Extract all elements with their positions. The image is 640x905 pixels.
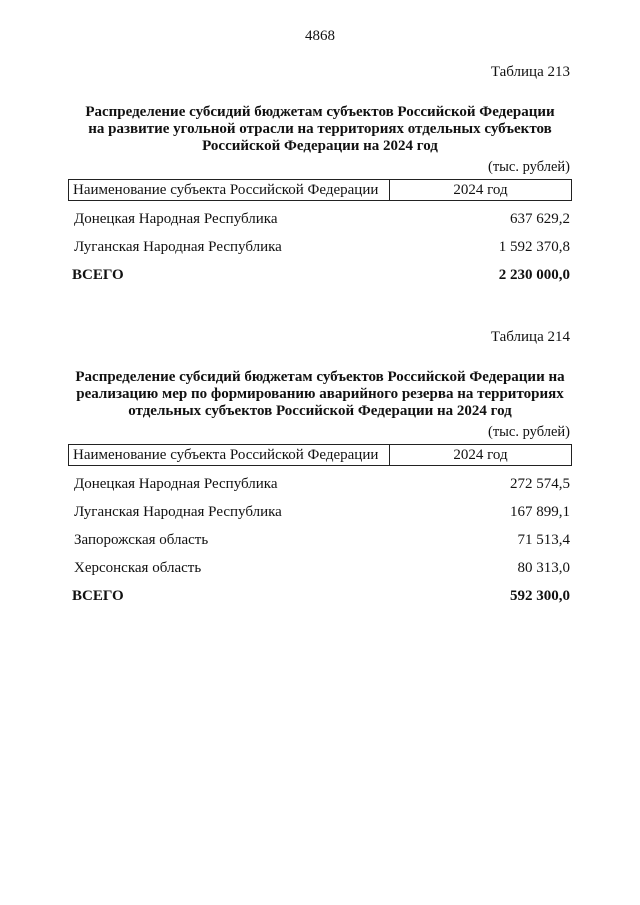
- total-label: ВСЕГО: [72, 267, 124, 283]
- row-subject-name: Луганская Народная Республика: [74, 504, 282, 520]
- table-title-line: реализацию мер по формированию аварийного резерва на территориях: [76, 386, 564, 402]
- table-title-line: Российской Федерации на 2024 год: [202, 138, 438, 154]
- table-label: Таблица 214: [490, 329, 570, 345]
- row-value: 272 574,5: [510, 476, 570, 492]
- table-rows: [68, 470, 572, 610]
- row-value: 637 629,2: [510, 211, 570, 227]
- row-value: 71 513,4: [517, 532, 570, 548]
- row-subject-name: Донецкая Народная Республика: [74, 476, 278, 492]
- table-row: [68, 526, 572, 554]
- table-title-line: на развитие угольной отрасли на территориях отдельных субъектов: [88, 121, 552, 137]
- table-header: [68, 444, 572, 466]
- units-label: (тыс. рублей): [488, 424, 570, 440]
- header-year: 2024 год: [453, 447, 508, 463]
- total-value: 592 300,0: [510, 588, 570, 604]
- table-row: [68, 205, 572, 233]
- table-label: Таблица 213: [490, 64, 570, 80]
- row-value: 167 899,1: [510, 504, 570, 520]
- row-subject-name: Донецкая Народная Республика: [74, 211, 278, 227]
- page-number: 4868: [305, 28, 335, 44]
- header-year: 2024 год: [453, 182, 508, 198]
- table-row: [68, 498, 572, 526]
- table-total-row: [68, 261, 572, 289]
- header-subject-name: Наименование субъекта Российской Федерации: [69, 180, 390, 200]
- row-subject-name: Луганская Народная Республика: [74, 239, 282, 255]
- table-row: [68, 233, 572, 261]
- row-subject-name: Запорожская область: [74, 532, 209, 548]
- table-row: [68, 554, 572, 582]
- table-title-line: Распределение субсидий бюджетам субъектов Российской Федерации на: [75, 369, 565, 385]
- total-value: 2 230 000,0: [498, 267, 570, 283]
- table-title-line: отдельных субъектов Российской Федерации на 2024 год: [128, 403, 512, 419]
- units-label: (тыс. рублей): [488, 159, 570, 175]
- table-title: [68, 104, 572, 155]
- table-total-row: [68, 582, 572, 610]
- header-subject-name: Наименование субъекта Российской Федерации: [69, 445, 390, 465]
- total-label: ВСЕГО: [72, 588, 124, 604]
- table-header: [68, 179, 572, 201]
- table-row: [68, 470, 572, 498]
- table-214-block: [68, 329, 572, 610]
- row-value: 1 592 370,8: [498, 239, 570, 255]
- row-subject-name: Херсонская область: [74, 560, 202, 576]
- table-title: [68, 369, 572, 420]
- table-rows: [68, 205, 572, 289]
- table-title-line: Распределение субсидий бюджетам субъектов Российской Федерации: [85, 104, 555, 120]
- table-213-block: [68, 64, 572, 289]
- row-value: 80 313,0: [517, 560, 570, 576]
